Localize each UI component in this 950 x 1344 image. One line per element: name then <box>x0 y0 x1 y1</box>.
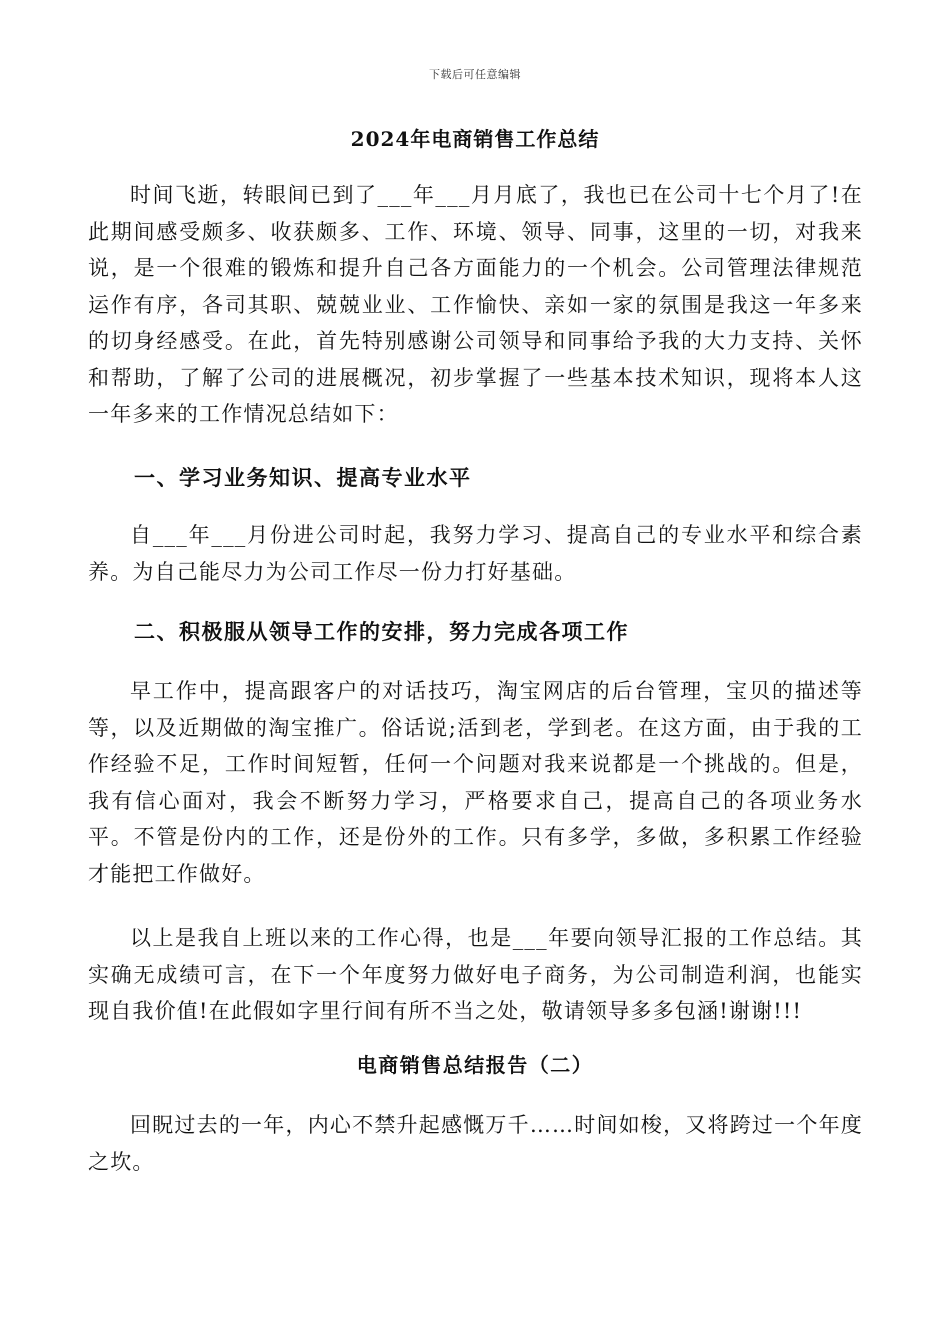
section1-paragraph: 自___年___月份进公司时起，我努力学习、提高自己的专业水平和综合素养。为自己能尽力为公司工作尽一份力打好基础。 <box>88 523 863 584</box>
document-title: 2024年电商销售工作总结 <box>350 127 600 151</box>
section2-paragraph: 早工作中，提高跟客户的对话技巧，淘宝网店的后台管理，宝贝的描述等等，以及近期做的淘宝推广。俗话说;活到老，学到老。在这方面，由于我的工作经验不足，工作时间短暂，任何一个问题对我来说都是一个挑战的。但是，我有信心面对，我会不断努力学习，严格要求自己，提高自己的各项业务水平。不管是份内的工作，还是份外的工作。只有多学，多做，多积累工作经验才能把工作做好。 <box>88 679 863 886</box>
closing-paragraph: 以上是我自上班以来的工作心得，也是___年要向领导汇报的工作总结。其实确无成绩可言，在下一个年度努力做好电子商务，为公司制造利润，也能实现自我价值!在此假如字里行间有所不当之处，敬请领导多多包涵!谢谢!!! <box>88 926 863 1023</box>
section1-heading: 一、学习业务知识、提高专业水平 <box>134 465 472 490</box>
section2-heading: 二、积极服从领导工作的安排，努力完成各项工作 <box>134 619 629 644</box>
part2-title: 电商销售总结报告（二） <box>356 1053 594 1077</box>
header-note: 下载后可任意编辑 <box>429 68 521 81</box>
part2-intro-paragraph: 回眖过去的一年，内心不禁升起感慨万千……时间如梭，又将跨过一个年度之坎。 <box>88 1113 863 1174</box>
intro-paragraph: 时间飞逝，转眼间已到了___年___月月底了，我也已在公司十七个月了!在此期间感受颇多、收获颇多、工作、环境、领导、同事，这里的一切，对我来说，是一个很难的锻炼和提升自己各方面能力的一个机会。公司管理法律规范运作有序，各司其职、兢兢业业、工作愉快、亲如一家的氛围是我这一年多来的切身经感受。在此，首先特别感谢公司领导和同事给予我的大力支持、关怀和帮助，了解了公司的进展概况，初步掌握了一些基本技术知识，现将本人这一年多来的工作情况总结如下： <box>88 183 863 426</box>
